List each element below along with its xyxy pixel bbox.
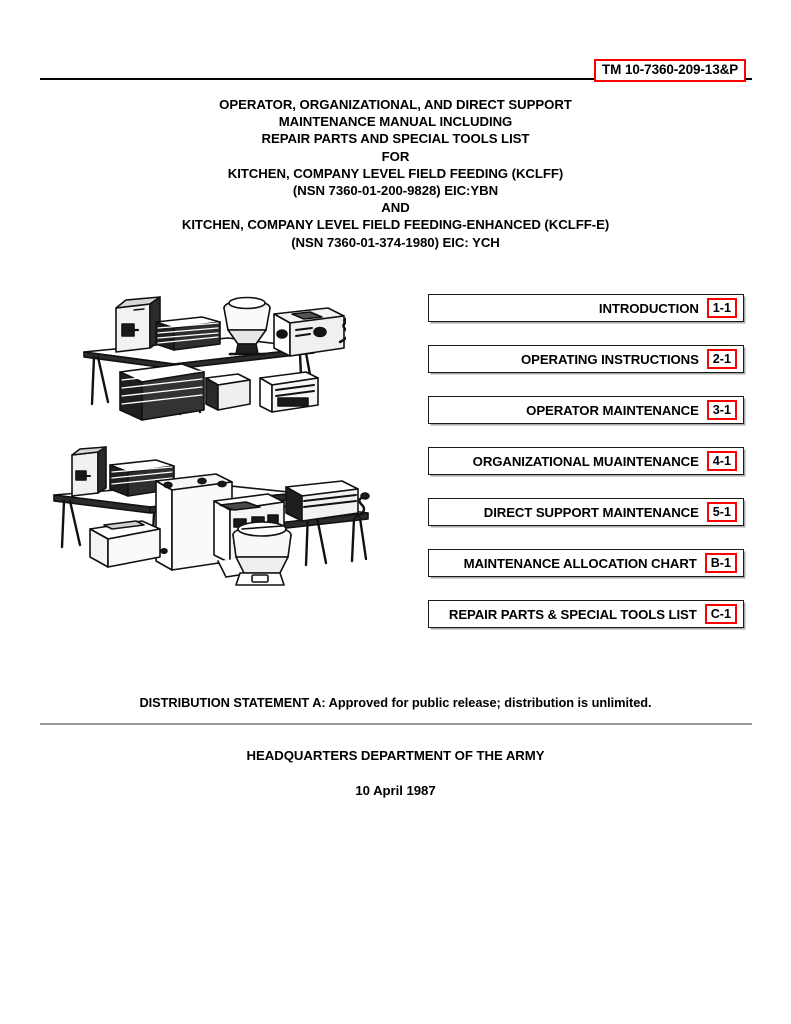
tab-label: INTRODUCTION xyxy=(598,300,699,316)
tab-page-badge: C-1 xyxy=(705,604,737,624)
distribution-statement: DISTRIBUTION STATEMENT A: Approved for public release; distribution is unlimited. xyxy=(139,695,652,710)
title-line: REPAIR PARTS AND SPECIAL TOOLS LIST xyxy=(261,131,530,147)
tab-page-badge: 5-1 xyxy=(707,502,737,522)
title-line: KITCHEN, COMPANY LEVEL FIELD FEEDING (KCLFF) xyxy=(227,165,564,181)
tab-label: MAINTENANCE ALLOCATION CHART xyxy=(463,555,697,571)
tab-repair-parts-special-tools-list[interactable] xyxy=(428,600,744,628)
tab-direct-support-maintenance[interactable] xyxy=(428,498,744,526)
title-line: (NSN 7360-01-200-9828) EIC:YBN xyxy=(292,183,499,199)
tab-maintenance-allocation-chart[interactable] xyxy=(428,549,744,577)
chapter-tab-list xyxy=(428,294,744,628)
title-line: FOR xyxy=(381,148,410,164)
title-line: OPERATOR, ORGANIZATIONAL, AND DIRECT SUPPORT xyxy=(219,97,572,112)
tab-label: OPERATING INSTRUCTIONS xyxy=(521,351,699,367)
title-line: AND xyxy=(381,200,410,216)
tab-introduction[interactable] xyxy=(428,294,744,322)
publication-date: 10 April 1987 xyxy=(355,783,436,798)
tab-label: REPAIR PARTS & SPECIAL TOOLS LIST xyxy=(448,606,697,622)
tab-label: DIRECT SUPPORT MAINTENANCE xyxy=(483,504,699,520)
tab-page-badge: 2-1 xyxy=(707,349,737,369)
title-line: KITCHEN, COMPANY LEVEL FIELD FEEDING-ENHANCED (KCLFF-E) xyxy=(181,217,610,233)
publisher-line: HEADQUARTERS DEPARTMENT OF THE ARMY xyxy=(246,748,545,763)
tm-number-badge: TM 10-7360-209-13&P xyxy=(594,59,746,82)
tab-label: ORGANIZATIONAL MUAINTENANCE xyxy=(472,453,699,469)
tab-operating-instructions[interactable] xyxy=(428,345,744,373)
title-block xyxy=(0,96,791,251)
kclff-e-kitchen-illustration xyxy=(50,443,370,593)
tab-page-badge: 4-1 xyxy=(707,451,737,471)
tab-page-badge: 1-1 xyxy=(707,298,737,318)
tab-label: OPERATOR MAINTENANCE xyxy=(526,402,699,418)
footer-divider xyxy=(40,723,752,725)
tab-page-badge: B-1 xyxy=(705,553,737,573)
title-line: (NSN 7360-01-374-1980) EIC: YCH xyxy=(291,234,500,250)
tab-page-badge: 3-1 xyxy=(707,400,737,420)
kclff-kitchen-illustration xyxy=(78,286,346,431)
title-line: MAINTENANCE MANUAL INCLUDING xyxy=(278,114,513,130)
tab-operator-maintenance[interactable] xyxy=(428,396,744,424)
tab-organizational-maintenance[interactable] xyxy=(428,447,744,475)
